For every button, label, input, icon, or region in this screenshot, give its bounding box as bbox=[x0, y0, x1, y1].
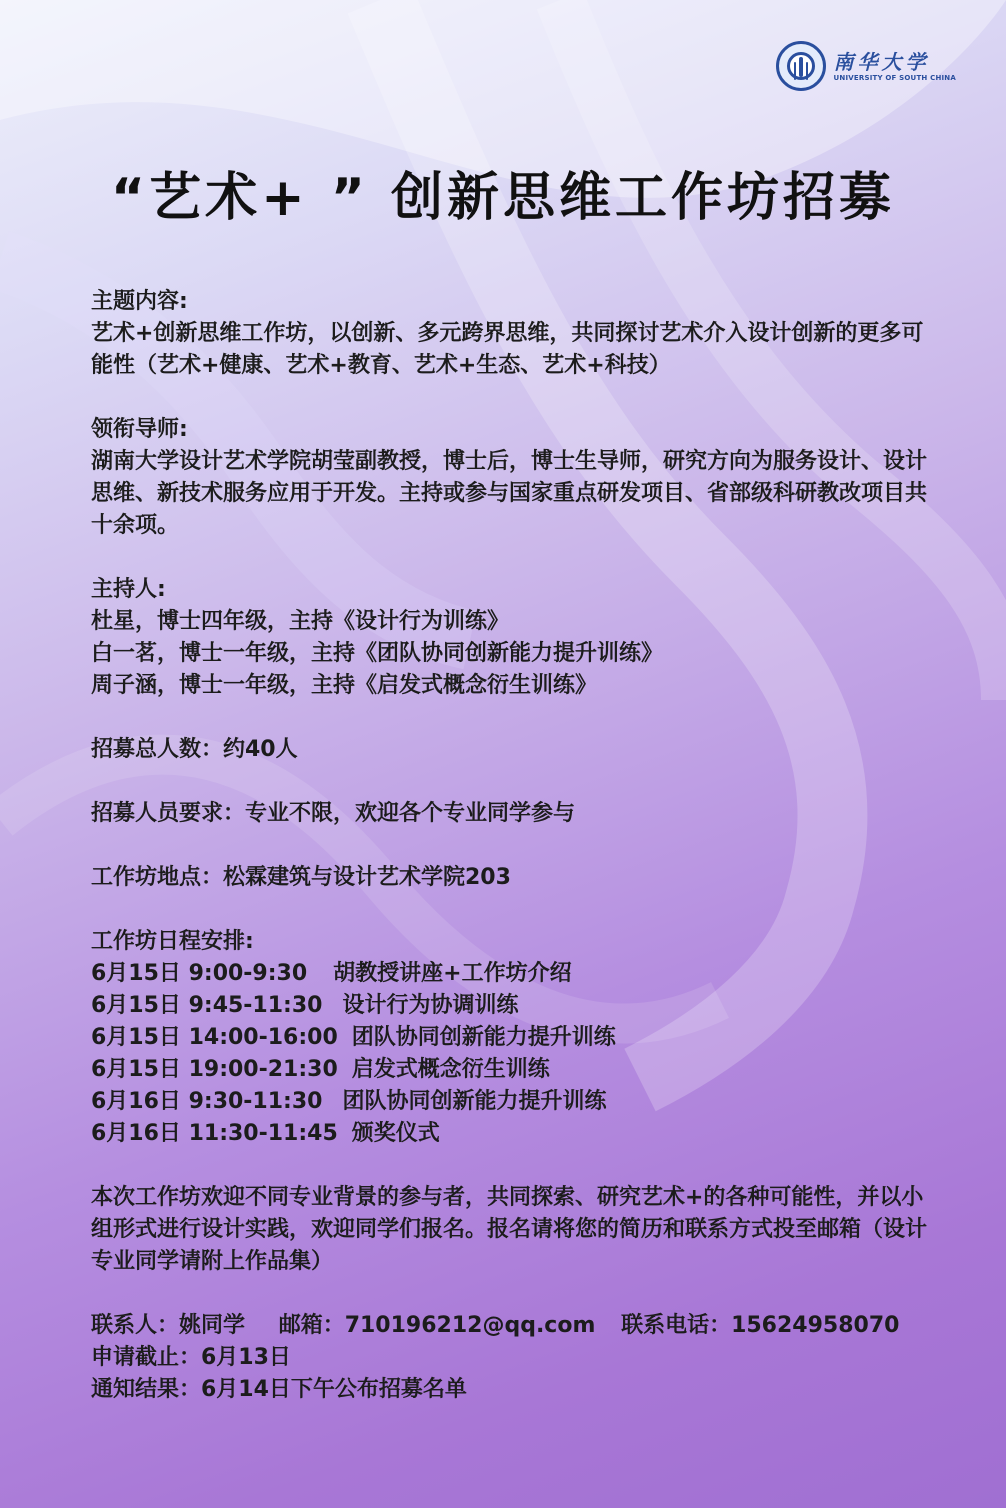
recruit-total: 招募总人数：约40人 bbox=[91, 737, 298, 762]
schedule-time: 6月15日 9:00-9:30 bbox=[91, 961, 308, 986]
university-logo bbox=[776, 40, 956, 92]
page-title: “艺术+ ” 创新思维工作坊招募 bbox=[110, 168, 896, 228]
schedule-time: 6月15日 19:00-21:30 bbox=[91, 1057, 338, 1082]
application-deadline: 申请截止：6月13日 bbox=[91, 1345, 291, 1370]
mentor-body: 湖南大学设计艺术学院胡莹副教授，博士后，博士生导师，研究方向为服务设计、设计思维、新技术服务应用于开发。主持或参与国家重点研发项目、省部级科研教改项目共十余项。 bbox=[91, 449, 928, 538]
schedule-time: 6月16日 9:30-11:30 bbox=[91, 1089, 323, 1114]
logo-name-en: UNIVERSITY OF SOUTH CHINA bbox=[833, 73, 956, 82]
contact-email: 邮箱：710196212@qq.com bbox=[278, 1313, 596, 1338]
schedule-time: 6月16日 11:30-11:45 bbox=[91, 1121, 338, 1146]
schedule-item bbox=[91, 990, 931, 1022]
poster-content bbox=[91, 286, 931, 1406]
schedule-event: 启发式概念衍生训练 bbox=[351, 1057, 550, 1082]
host-item: 杜星，博士四年级，主持《设计行为训练》 bbox=[91, 609, 510, 634]
host-item: 周子涵，博士一年级，主持《启发式概念衍生训练》 bbox=[91, 673, 598, 698]
schedule-event: 胡教授讲座+工作坊介绍 bbox=[333, 961, 572, 986]
workshop-location: 工作坊地点：松霖建筑与设计艺术学院203 bbox=[91, 865, 511, 890]
schedule-event: 设计行为协调训练 bbox=[342, 993, 519, 1018]
schedule-heading: 工作坊日程安排: bbox=[91, 929, 254, 954]
schedule-event: 颁奖仪式 bbox=[351, 1121, 440, 1146]
recruit-requirement: 招募人员要求：专业不限，欢迎各个专业同学参与 bbox=[91, 801, 576, 826]
schedule-event: 团队协同创新能力提升训练 bbox=[351, 1025, 616, 1050]
schedule-time: 6月15日 14:00-16:00 bbox=[91, 1025, 338, 1050]
logo-text bbox=[834, 50, 956, 83]
schedule-item bbox=[91, 1022, 931, 1054]
hosts-heading: 主持人: bbox=[91, 577, 166, 602]
schedule-item bbox=[91, 1054, 931, 1086]
theme-body: 艺术+创新思维工作坊，以创新、多元跨界思维，共同探讨艺术介入设计创新的更多可能性（艺术+健康、艺术+教育、艺术+生态、艺术+科技） bbox=[91, 321, 924, 378]
logo-name-cn: 南华大学 bbox=[833, 49, 930, 74]
university-emblem-icon bbox=[776, 41, 826, 91]
schedule-time: 6月15日 9:45-11:30 bbox=[91, 993, 323, 1018]
schedule-event: 团队协同创新能力提升训练 bbox=[342, 1089, 607, 1114]
schedule-item bbox=[91, 1118, 931, 1150]
contact-row bbox=[91, 1310, 931, 1342]
closing-text: 本次工作坊欢迎不同专业背景的参与者，共同探索、研究艺术+的各种可能性，并以小组形式进行设计实践，欢迎同学们报名。报名请将您的简历和联系方式投至邮箱（设计专业同学请附上作品集） bbox=[91, 1185, 928, 1274]
theme-heading: 主题内容: bbox=[91, 289, 188, 314]
result-notice: 通知结果：6月14日下午公布招募名单 bbox=[91, 1377, 467, 1402]
host-item: 白一茗，博士一年级，主持《团队协同创新能力提升训练》 bbox=[91, 641, 664, 666]
mentor-heading: 领衔导师: bbox=[91, 417, 188, 442]
contact-person: 联系人：姚同学 bbox=[91, 1313, 246, 1338]
schedule-item bbox=[91, 958, 931, 990]
schedule-item bbox=[91, 1086, 931, 1118]
contact-phone: 联系电话：15624958070 bbox=[621, 1313, 900, 1338]
